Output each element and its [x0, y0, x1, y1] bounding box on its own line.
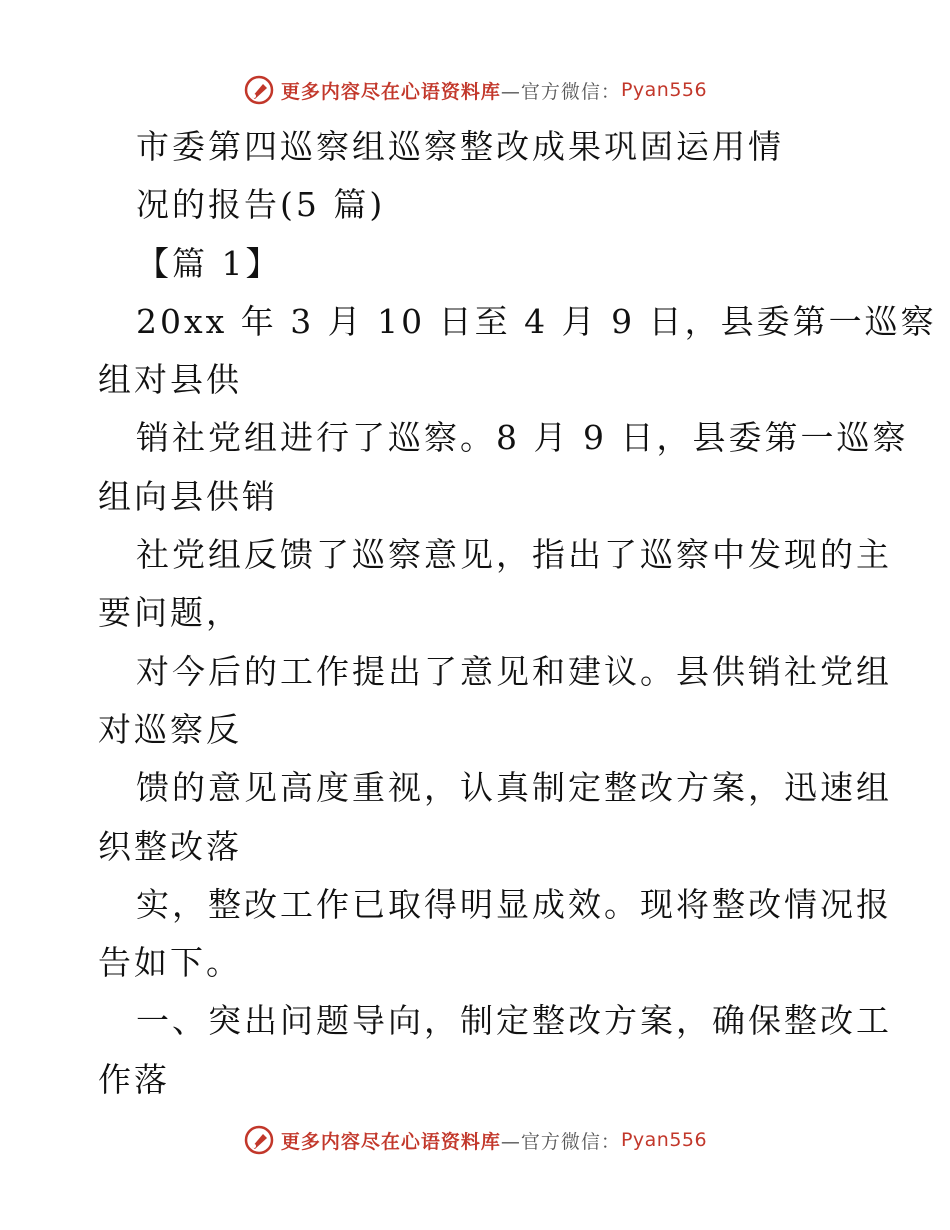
pen-seal-icon: [243, 74, 275, 106]
document-text-line: 要问题，: [98, 593, 242, 633]
document-text-line: 市委第四巡察组巡察整改成果巩固运用情: [136, 127, 784, 166]
banner-wechat-id: Pyan556: [620, 1129, 708, 1151]
footer-watermark-banner: [0, 1120, 950, 1160]
document-text-line: 实，整改工作已取得明显成效。现将整改情况报: [136, 884, 892, 924]
document-text-line: 对今后的工作提出了意见和建议。县供销社党组: [136, 651, 892, 691]
header-watermark-banner: [0, 70, 950, 110]
document-text-line: 组对县供: [98, 360, 242, 400]
document-text-line: 织整改落: [98, 826, 242, 866]
document-text-line: 告如下。: [98, 943, 242, 983]
document-text-line: 销社党组进行了巡察。8 月 9 日，县委第一巡察: [136, 418, 909, 458]
banner-main-text: 更多内容尽在心语资料库: [280, 80, 501, 103]
document-text-line: 社党组反馈了巡察意见，指出了巡察中发现的主: [136, 535, 892, 575]
banner-separator-text: —官方微信：: [500, 1130, 621, 1153]
document-text-line: 馈的意见高度重视，认真制定整改方案，迅速组: [136, 768, 892, 808]
document-text-line: 对巡察反: [98, 709, 242, 749]
banner-main-text: 更多内容尽在心语资料库: [280, 1130, 501, 1153]
document-text-line: 组向县供销: [98, 476, 278, 516]
document-text-line: 【篇 1】: [136, 243, 282, 283]
banner-separator-text: —官方微信：: [500, 80, 621, 103]
document-text-line: 20xx 年 3 月 10 日至 4 月 9 日，县委第一巡察: [136, 301, 937, 341]
document-text-line: 作落: [98, 1059, 170, 1099]
document-text-line: 一、突出问题导向，制定整改方案，确保整改工: [136, 1001, 892, 1041]
pen-seal-icon: [243, 1124, 275, 1156]
document-body: [98, 118, 937, 1109]
document-text-line: 况的报告(5 篇): [136, 185, 386, 225]
banner-wechat-id: Pyan556: [620, 79, 708, 101]
